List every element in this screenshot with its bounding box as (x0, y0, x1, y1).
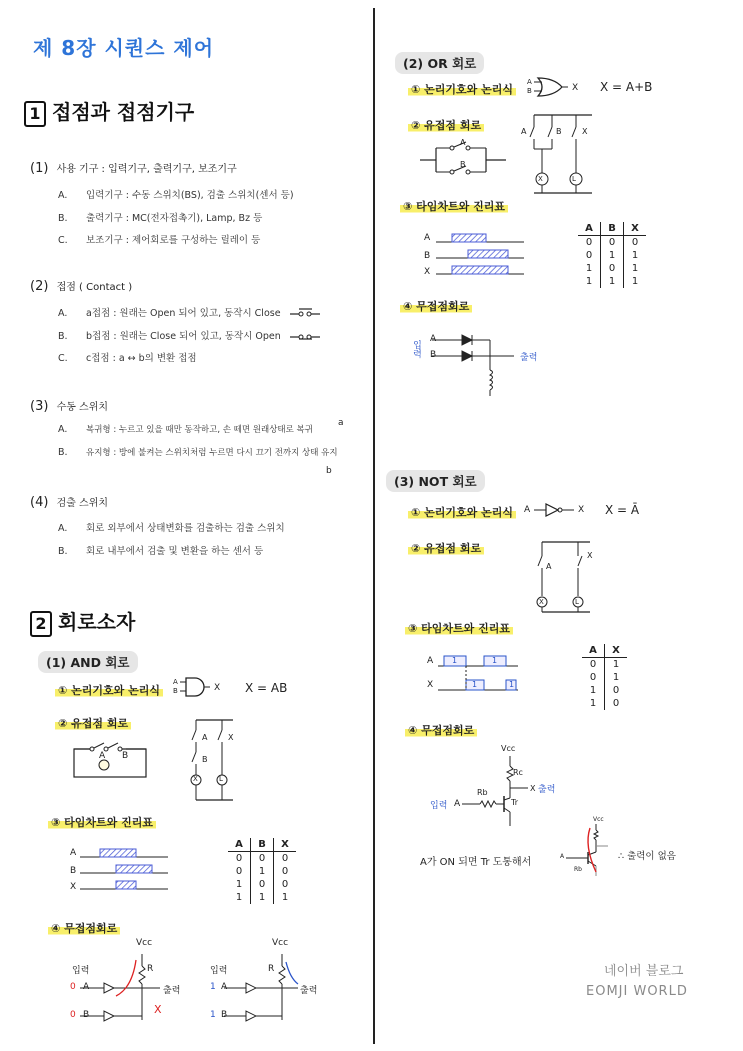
table-cell: 0 (601, 236, 624, 250)
not-nc-note2: ∴ 출력이 없음 (618, 851, 676, 862)
and-nc-b: B (83, 1010, 90, 1020)
not-nc-x: X (530, 784, 536, 793)
table-row (228, 865, 296, 878)
and-timing-row-x: X (70, 882, 77, 892)
not-nc-rc: Rc (513, 768, 523, 777)
not-heading: (3) NOT 회로 (386, 470, 485, 492)
table-row (582, 684, 627, 697)
not-relay-label: ② 유접점 회로 (408, 540, 484, 556)
and-relay-coil: X (193, 775, 198, 783)
s1-item2-num: (2) (30, 279, 49, 294)
not-nc-mini-a: A (560, 853, 565, 860)
s1-item1-heading (30, 160, 237, 176)
and-nc2-a: A (221, 982, 228, 992)
or-truth-table (578, 222, 646, 288)
or-relay-a: A (460, 138, 466, 147)
s1-item1-row-c (58, 232, 260, 246)
not-gate-symbol (534, 502, 574, 518)
or-nc-a: A (430, 334, 437, 344)
not-relay-lamp: L (575, 598, 579, 606)
and-gate-in-a: A (173, 678, 178, 686)
and-formula: X = AB (245, 681, 288, 695)
or-relay-label: ② 유접점 회로 (408, 117, 484, 133)
not-timing-mark-3: 1 (472, 680, 478, 689)
s1-item4-heading (30, 494, 108, 510)
s1-item2-heading (30, 278, 132, 294)
table-row (582, 697, 627, 710)
or-nc-output: 출력 (520, 353, 538, 363)
or-nc-b: B (430, 350, 437, 360)
table-cell: 0 (589, 659, 597, 670)
or-timing-chart (436, 230, 526, 282)
s1-item2-title: 접점 ( Contact ) (56, 282, 133, 293)
not-relay-x: X (587, 551, 593, 560)
or-nc-label: ④ 무접점회로 (400, 298, 472, 314)
table-row (582, 658, 627, 672)
section1-number-box: 1 (24, 101, 46, 127)
table-row (578, 249, 646, 262)
watermark-name: EOMJI WORLD (586, 984, 688, 999)
s1-item4-row-a (58, 520, 285, 534)
and-timing-row-b: B (70, 866, 77, 876)
row-text: 보조기구 : 제어회로를 구성하는 릴레이 등 (86, 235, 261, 246)
not-nc-mini-vcc: Vcc (593, 816, 604, 823)
not-nc-vcc: Vcc (501, 744, 516, 753)
row-text: 회로 내부에서 검출 및 변환을 하는 센서 등 (86, 546, 264, 557)
table-cell: 0 (585, 237, 593, 248)
not-nc-circuit (458, 754, 548, 834)
and-nc2-r: R (268, 964, 275, 974)
b-contact-symbol (290, 328, 320, 340)
table-cell: 0 (251, 852, 274, 866)
row-text: a접점 : 원래는 Open 되어 있고, 동작시 Close (86, 308, 281, 319)
and-nc-in-a-0: 0 (70, 982, 76, 992)
not-gate-out: X (578, 505, 585, 515)
not-relay-ia: A (546, 562, 552, 571)
not-timing-mark-1: 1 (452, 656, 458, 665)
table-cell: 0 (274, 865, 297, 878)
hand-note-b: b (326, 466, 332, 476)
and-nc2-b: B (221, 1010, 228, 1020)
s1-item1-row-a (58, 187, 294, 201)
s1-item1-num: (1) (30, 161, 49, 176)
not-nc-tr: Tr (511, 798, 518, 807)
table-cell: 0 (274, 878, 297, 891)
not-timing-mark-2: 1 (492, 656, 498, 665)
table-cell: 1 (601, 275, 624, 288)
or-gate-in-a: A (527, 78, 532, 86)
and-nc-vcc: Vcc (136, 938, 153, 948)
table-cell: 1 (585, 276, 593, 287)
a-contact-symbol (290, 305, 320, 317)
and-gate-out: X (214, 683, 221, 693)
table-cell: 0 (585, 250, 593, 261)
or-nc-circuit (428, 330, 528, 400)
and-gate-symbol (180, 677, 210, 697)
row-label: A. (58, 424, 68, 435)
table-header: X (274, 838, 297, 852)
column-divider (373, 8, 375, 1044)
section2-number-box: 2 (30, 611, 52, 637)
not-timing-mark-4: 1 (509, 680, 515, 689)
or-relay-ib: B (556, 127, 562, 136)
table-header: B (601, 222, 624, 236)
section1-title: 접점과 접점기구 (52, 100, 195, 124)
not-relay-coil: X (539, 598, 544, 606)
s1-item3-heading (30, 398, 108, 414)
or-relay-coil: X (538, 175, 543, 183)
not-timing-row-x: X (427, 680, 434, 690)
and-nc2-vcc: Vcc (272, 938, 289, 948)
table-cell: 1 (601, 249, 624, 262)
and-relay-label-a: A (99, 751, 106, 761)
or-timing-row-a: A (424, 233, 431, 243)
s1-item4-row-b (58, 543, 263, 557)
and-timing-label: ③ 타임차트와 진리표 (48, 814, 156, 830)
table-cell: 1 (585, 263, 593, 274)
or-timing-row-b: B (424, 251, 431, 261)
row-text: 입력기구 : 수동 스위치(BS), 검출 스위치(센서 등) (86, 190, 294, 201)
and-heading: (1) AND 회로 (38, 651, 138, 673)
and-relay-label: ② 유접점 회로 (55, 715, 131, 731)
and-nc-in-b-0: 0 (70, 1010, 76, 1020)
table-cell: 1 (624, 262, 647, 275)
or-formula: X = A+B (600, 80, 653, 94)
table-row (578, 262, 646, 275)
row-label: B. (58, 447, 68, 458)
hand-note-a: a (338, 418, 344, 428)
not-nc-mini-rb: Rb (574, 866, 582, 873)
and-nc-label: ④ 무접점회로 (48, 920, 120, 936)
not-nc-output: 출력 (538, 785, 556, 795)
and-nc2-in-a-1: 1 (210, 982, 216, 992)
s1-item3-title: 수동 스위치 (56, 402, 109, 413)
row-label: A. (58, 308, 68, 319)
and-relay-diagram-left (70, 737, 150, 779)
not-nc-rb: Rb (477, 788, 488, 797)
not-symbol-label: ① 논리기호와 논리식 (408, 504, 516, 520)
table-header: X (624, 222, 647, 236)
not-formula: X = Ā (605, 503, 640, 517)
or-gate-in-b: B (527, 87, 532, 95)
and-symbol-label: ① 논리기호와 논리식 (55, 682, 163, 698)
not-nc-note: A가 ON 되면 Tr 도통해서 (420, 857, 532, 868)
table-cell: 1 (251, 891, 274, 904)
and-gate-in-b: B (173, 687, 178, 695)
table-header: B (251, 838, 274, 852)
row-text: b접점 : 원래는 Close 되어 있고, 동작시 Open (86, 331, 281, 342)
or-timing-label: ③ 타임차트와 진리표 (400, 198, 508, 214)
table-cell: 0 (235, 866, 243, 877)
table-cell: 1 (235, 892, 243, 903)
not-gate-in: A (524, 505, 531, 515)
or-relay-ia: A (521, 127, 527, 136)
s1-item2-row-a (58, 305, 281, 319)
and-relay-diagram-right (178, 718, 238, 802)
and-nc-input: 입력 (72, 966, 90, 976)
table-header: A (228, 838, 251, 852)
watermark-blog: 네이버 블로그 (604, 964, 684, 979)
table-row (578, 236, 646, 250)
table-header: A (578, 222, 601, 236)
and-relay-x: X (228, 733, 234, 742)
table-row (228, 891, 296, 904)
table-header: A (582, 644, 605, 658)
not-nc-a: A (454, 799, 461, 809)
and-nc2-output: 출력 (300, 986, 318, 996)
table-cell: 1 (605, 658, 628, 672)
s1-item2-row-c (58, 350, 197, 364)
table-row (578, 275, 646, 288)
not-nc-input: 입력 (430, 801, 448, 811)
s1-item3-row-b (58, 446, 338, 458)
s1-item2-row-b (58, 328, 281, 342)
table-cell: 0 (624, 236, 647, 250)
and-nc-output: 출력 (163, 986, 181, 996)
or-heading: (2) OR 회로 (395, 52, 484, 74)
table-row (228, 878, 296, 891)
s1-item1-title: 사용 기구 : 입력기구, 출력기구, 보조기구 (56, 164, 237, 175)
table-cell: 0 (251, 878, 274, 891)
table-cell: 1 (589, 685, 597, 696)
or-relay-diagram-right (518, 113, 598, 195)
row-text: 복귀형 : 누르고 있을 때만 동작하고, 손 떼면 원래상태로 복귀 (86, 425, 313, 435)
row-text: 회로 외부에서 상태변화를 검출하는 검출 스위치 (86, 523, 285, 534)
not-timing-label: ③ 타임차트와 진리표 (405, 620, 513, 636)
or-gate-out: X (572, 83, 579, 93)
not-truth-table (582, 644, 627, 710)
section1-heading (24, 96, 194, 127)
not-nc-mini-circuit (560, 822, 616, 878)
row-label: C. (58, 353, 68, 364)
or-gate-symbol (534, 77, 568, 97)
table-row (228, 852, 296, 866)
table-cell: 0 (274, 852, 297, 866)
row-label: B. (58, 331, 68, 342)
table-cell: 1 (589, 698, 597, 709)
page-title: 제 8장 시퀀스 제어 (33, 36, 215, 60)
table-cell: 1 (605, 671, 628, 684)
and-timing-chart (80, 845, 170, 897)
s1-item4-title: 검출 스위치 (56, 498, 109, 509)
s1-item3-num: (3) (30, 399, 49, 414)
or-relay-x: X (582, 127, 588, 136)
not-nc-label: ④ 무접점회로 (405, 722, 477, 738)
and-nc2-input: 입력 (210, 966, 228, 976)
row-label: B. (58, 546, 68, 557)
table-cell: 1 (624, 249, 647, 262)
and-nc-a: A (83, 982, 90, 992)
s1-item3-row-a (58, 423, 313, 435)
s1-item4-num: (4) (30, 495, 49, 510)
or-relay-lamp: L (572, 175, 576, 183)
and-relay-lamp: L (219, 775, 223, 783)
and-timing-row-a: A (70, 848, 77, 858)
section2-heading (30, 606, 135, 637)
row-text: c접점 : a ↔ b의 변환 접점 (86, 353, 197, 364)
or-nc-input: 입력 (411, 340, 421, 358)
table-cell: 1 (235, 879, 243, 890)
row-text: 출력기구 : MC(전자접촉기), Lamp, Bz 등 (86, 213, 263, 224)
row-label: B. (58, 213, 68, 224)
and-nc-r: R (147, 964, 154, 974)
or-symbol-label: ① 논리기호와 논리식 (408, 81, 516, 97)
s1-item1-row-b (58, 210, 262, 224)
or-timing-row-x: X (424, 267, 431, 277)
row-label: C. (58, 235, 68, 246)
and-nc-cross: X (154, 1003, 162, 1016)
table-cell: 0 (605, 697, 628, 710)
table-cell: 1 (624, 275, 647, 288)
and-relay-ib: B (202, 755, 208, 764)
table-row (582, 671, 627, 684)
not-timing-row-a: A (427, 656, 434, 666)
table-cell: 1 (251, 865, 274, 878)
and-relay-label-b: B (122, 751, 129, 761)
or-relay-b: B (460, 160, 466, 169)
table-cell: 0 (589, 672, 597, 683)
table-cell: 0 (601, 262, 624, 275)
table-header: X (605, 644, 628, 658)
and-truth-table (228, 838, 296, 904)
and-relay-ia: A (202, 733, 208, 742)
not-timing-chart (438, 652, 518, 694)
section2-title: 회로소자 (58, 610, 136, 634)
table-cell: 0 (235, 853, 243, 864)
row-label: A. (58, 523, 68, 534)
table-cell: 0 (605, 684, 628, 697)
row-label: A. (58, 190, 68, 201)
and-nc2-in-b-1: 1 (210, 1010, 216, 1020)
table-cell: 1 (274, 891, 297, 904)
row-text: 유지형 : 방에 불켜는 스위치처럼 누르면 다시 끄기 전까지 상태 유지 (86, 448, 338, 458)
